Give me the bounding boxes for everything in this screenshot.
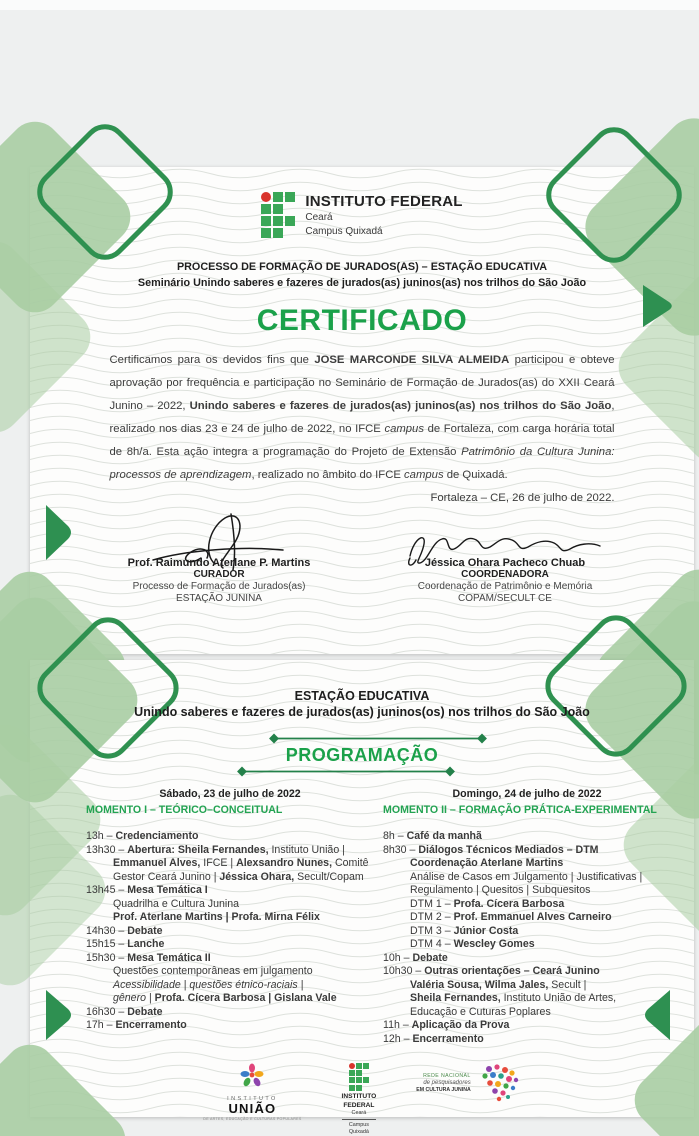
ifce-footer-line4: Campus [348, 1121, 369, 1128]
program-title: ESTAÇÃO EDUCATIVA [294, 689, 430, 703]
signer-org-line1: Processo de Formação de Jurados(as) [132, 581, 306, 592]
schedule-line: 13h30 – Abertura: Sheila Fernandes, Instituto União | [86, 843, 345, 856]
ifce-logo [30, 192, 694, 238]
schedule-line: 17h – Encerramento [86, 1019, 187, 1031]
signer-org-line2: ESTAÇÃO JUNINA [176, 593, 262, 604]
uniao-name-label: UNIÃO [228, 1101, 277, 1116]
certificate-body-text: Certificamos para os devidos fins que JOSE MARCONDE SILVA ALMEIDA participou e obteve aprovação por frequência e participação no Seminário de Formação de Jurados(as) do XXII Ceará Junino – 2022, Unindo saberes e fazeres de jurados(as) juninos(as) nos trilhos do São João, realizado nos dias 23 e 24 de julho de 2022, no IFCE campus de Fortaleza, com carga horária total de 8h/a. Esta ação integra a programação do Projeto de Extensão Patrimônio da Cultura Junina: processos de aprendizagem, realizado no âmbito do IFCE campus de Quixadá. [109, 354, 615, 481]
certificate-kicker-line1: PROCESSO DE FORMAÇÃO DE JURADOS(AS) – ESTAÇÃO EDUCATIVA [176, 261, 548, 273]
schedule-line: DTM 4 – Wescley Gomes [410, 938, 535, 950]
viewer-top-strip [0, 0, 699, 10]
schedule-line: 11h – Aplicação da Prova [383, 1019, 510, 1031]
instituto-uniao-icon [237, 1063, 267, 1089]
schedule-column-sunday [383, 788, 671, 1046]
ifce-footer-line1: INSTITUTO [341, 1092, 377, 1100]
divider-line-icon [267, 734, 489, 743]
signature-block-curador [99, 512, 339, 605]
schedule-line: Educação e Cuturas Poplares [410, 1005, 551, 1018]
uniao-sub-label: DE ARTES, EDUCAÇÃO E CULTURAS POPULARES [203, 1116, 302, 1121]
schedule-column-saturday [86, 788, 374, 1046]
schedule-line: 16h30 – Debate [86, 1005, 163, 1018]
ifce-footer-line3: Ceará [351, 1109, 367, 1116]
ifce-footer-logo [342, 1063, 377, 1136]
certificate-title: CERTIFICADO [256, 304, 468, 337]
signature-row [30, 512, 694, 605]
uniao-top-label: INSTITUTO [227, 1096, 278, 1102]
signature-block-coordenadora [385, 512, 625, 605]
signer-name: Jéssica Ohara Pacheco Chuab [424, 557, 586, 569]
certificate-page [30, 167, 694, 654]
footer-logos [30, 1063, 694, 1136]
schedule-line: DTM 2 – Prof. Emmanuel Alves Carneiro [410, 911, 612, 923]
signer-role: CURADOR [193, 569, 245, 580]
schedule-line: Coordenação Aterlane Martins [410, 857, 564, 869]
schedule-line: Regulamento | Quesitos | Subquesitos [410, 884, 591, 896]
instituto-uniao-logo [203, 1063, 301, 1121]
schedule-line: Análise de Casos em Julgamento | Justificativas | [410, 870, 643, 883]
schedule-line: Emmanuel Alves, IFCE | Alexsandro Nunes, Comitê [113, 857, 369, 869]
schedule-line: Sheila Fernandes, Instituto União de Artes, [410, 992, 617, 1004]
rede-line2: de pesquisadores [423, 1079, 471, 1086]
ifce-logo-icon [261, 192, 295, 238]
schedule-items-saturday [86, 830, 374, 1033]
schedule-line: Valéria Sousa, Wilma Jales, Secult | [410, 978, 587, 991]
schedule-line: Prof. Aterlane Martins | Profa. Mirna Félix [113, 911, 320, 923]
schedule-heading: MOMENTO II – FORMAÇÃO PRÁTICA-EXPERIMENTAL [383, 803, 657, 816]
schedule-line: 8h30 – Diálogos Técnicos Mediados – DTM [383, 843, 599, 856]
rede-map-dots-icon [475, 1063, 521, 1103]
schedule-line: Acessibilidade | questões étnico-raciais | [113, 978, 304, 991]
program-subtitle: Unindo saberes e fazeres de jurados(as) juninos(os) nos trilhos do São João [134, 705, 590, 719]
divider-line-icon [235, 767, 457, 776]
schedule-date: Sábado, 23 de julho de 2022 [159, 788, 301, 800]
institution-state: Ceará [305, 211, 333, 223]
schedule-line: 8h – Café da manhã [383, 830, 482, 842]
schedule-heading: MOMENTO I – TEÓRICO–CONCEITUAL [86, 803, 283, 816]
schedule-line: Gestor Ceará Junino | Jéssica Ohara, Secult/Copam [113, 870, 364, 883]
schedule-line: 13h – Credenciamento [86, 830, 199, 842]
signer-role: COORDENADORA [461, 569, 549, 580]
schedule-line: Quadrilha e Cultura Junina [113, 897, 240, 910]
schedule-line: Questões contemporâneas em julgamento [113, 965, 313, 977]
signer-org-line2: COPAM/SECULT CE [458, 593, 552, 604]
certificate-date-line: Fortaleza – CE, 26 de julho de 2022. [430, 492, 615, 504]
program-page [30, 660, 694, 1135]
ifce-footer-divider [342, 1119, 376, 1120]
schedule-line: 14h30 – Debate [86, 924, 163, 937]
schedule-line: 13h45 – Mesa Temática I [86, 884, 208, 896]
schedule-line: 10h – Debate [383, 951, 448, 964]
schedule-line: 12h – Encerramento [383, 1032, 484, 1045]
rede-line3: EM CULTURA JUNINA [416, 1086, 471, 1093]
program-banner [30, 734, 694, 776]
signer-org-line1: Coordenação de Patrimônio e Memória [417, 581, 593, 592]
institution-campus: Campus Quixadá [305, 225, 383, 237]
ifce-footer-line2: FEDERAL [343, 1102, 375, 1110]
schedule-line: DTM 1 – Profa. Cícera Barbosa [410, 897, 565, 910]
schedule-line: gênero | Profa. Cícera Barbosa | Gislana Vale [113, 992, 337, 1004]
rede-nacional-logo [416, 1063, 520, 1103]
schedule-date: Domingo, 24 de julho de 2022 [452, 788, 602, 800]
program-banner-label: PROGRAMAÇÃO [285, 745, 439, 765]
certificate-kicker-line2: Seminário Unindo saberes e fazeres de jurados(as) juninos(as) nos trilhos do São João [137, 277, 587, 289]
rede-line1: REDE NACIONAL [423, 1073, 471, 1079]
ifce-footer-logo-icon [349, 1063, 369, 1091]
institution-name: INSTITUTO FEDERAL [305, 192, 463, 210]
schedule-items-sunday [383, 830, 671, 1046]
schedule-columns [30, 788, 694, 1046]
schedule-line: 10h30 – Outras orientações – Ceará Junino [383, 965, 600, 977]
signer-name: Prof. Raimundo Aterlane P. Martins [127, 557, 311, 569]
schedule-line: 15h30 – Mesa Temática II [86, 951, 211, 964]
schedule-line: 15h15 – Lanche [86, 938, 165, 950]
schedule-line: DTM 3 – Júnior Costa [410, 924, 519, 937]
ifce-footer-line5: Quixadá [348, 1128, 369, 1135]
